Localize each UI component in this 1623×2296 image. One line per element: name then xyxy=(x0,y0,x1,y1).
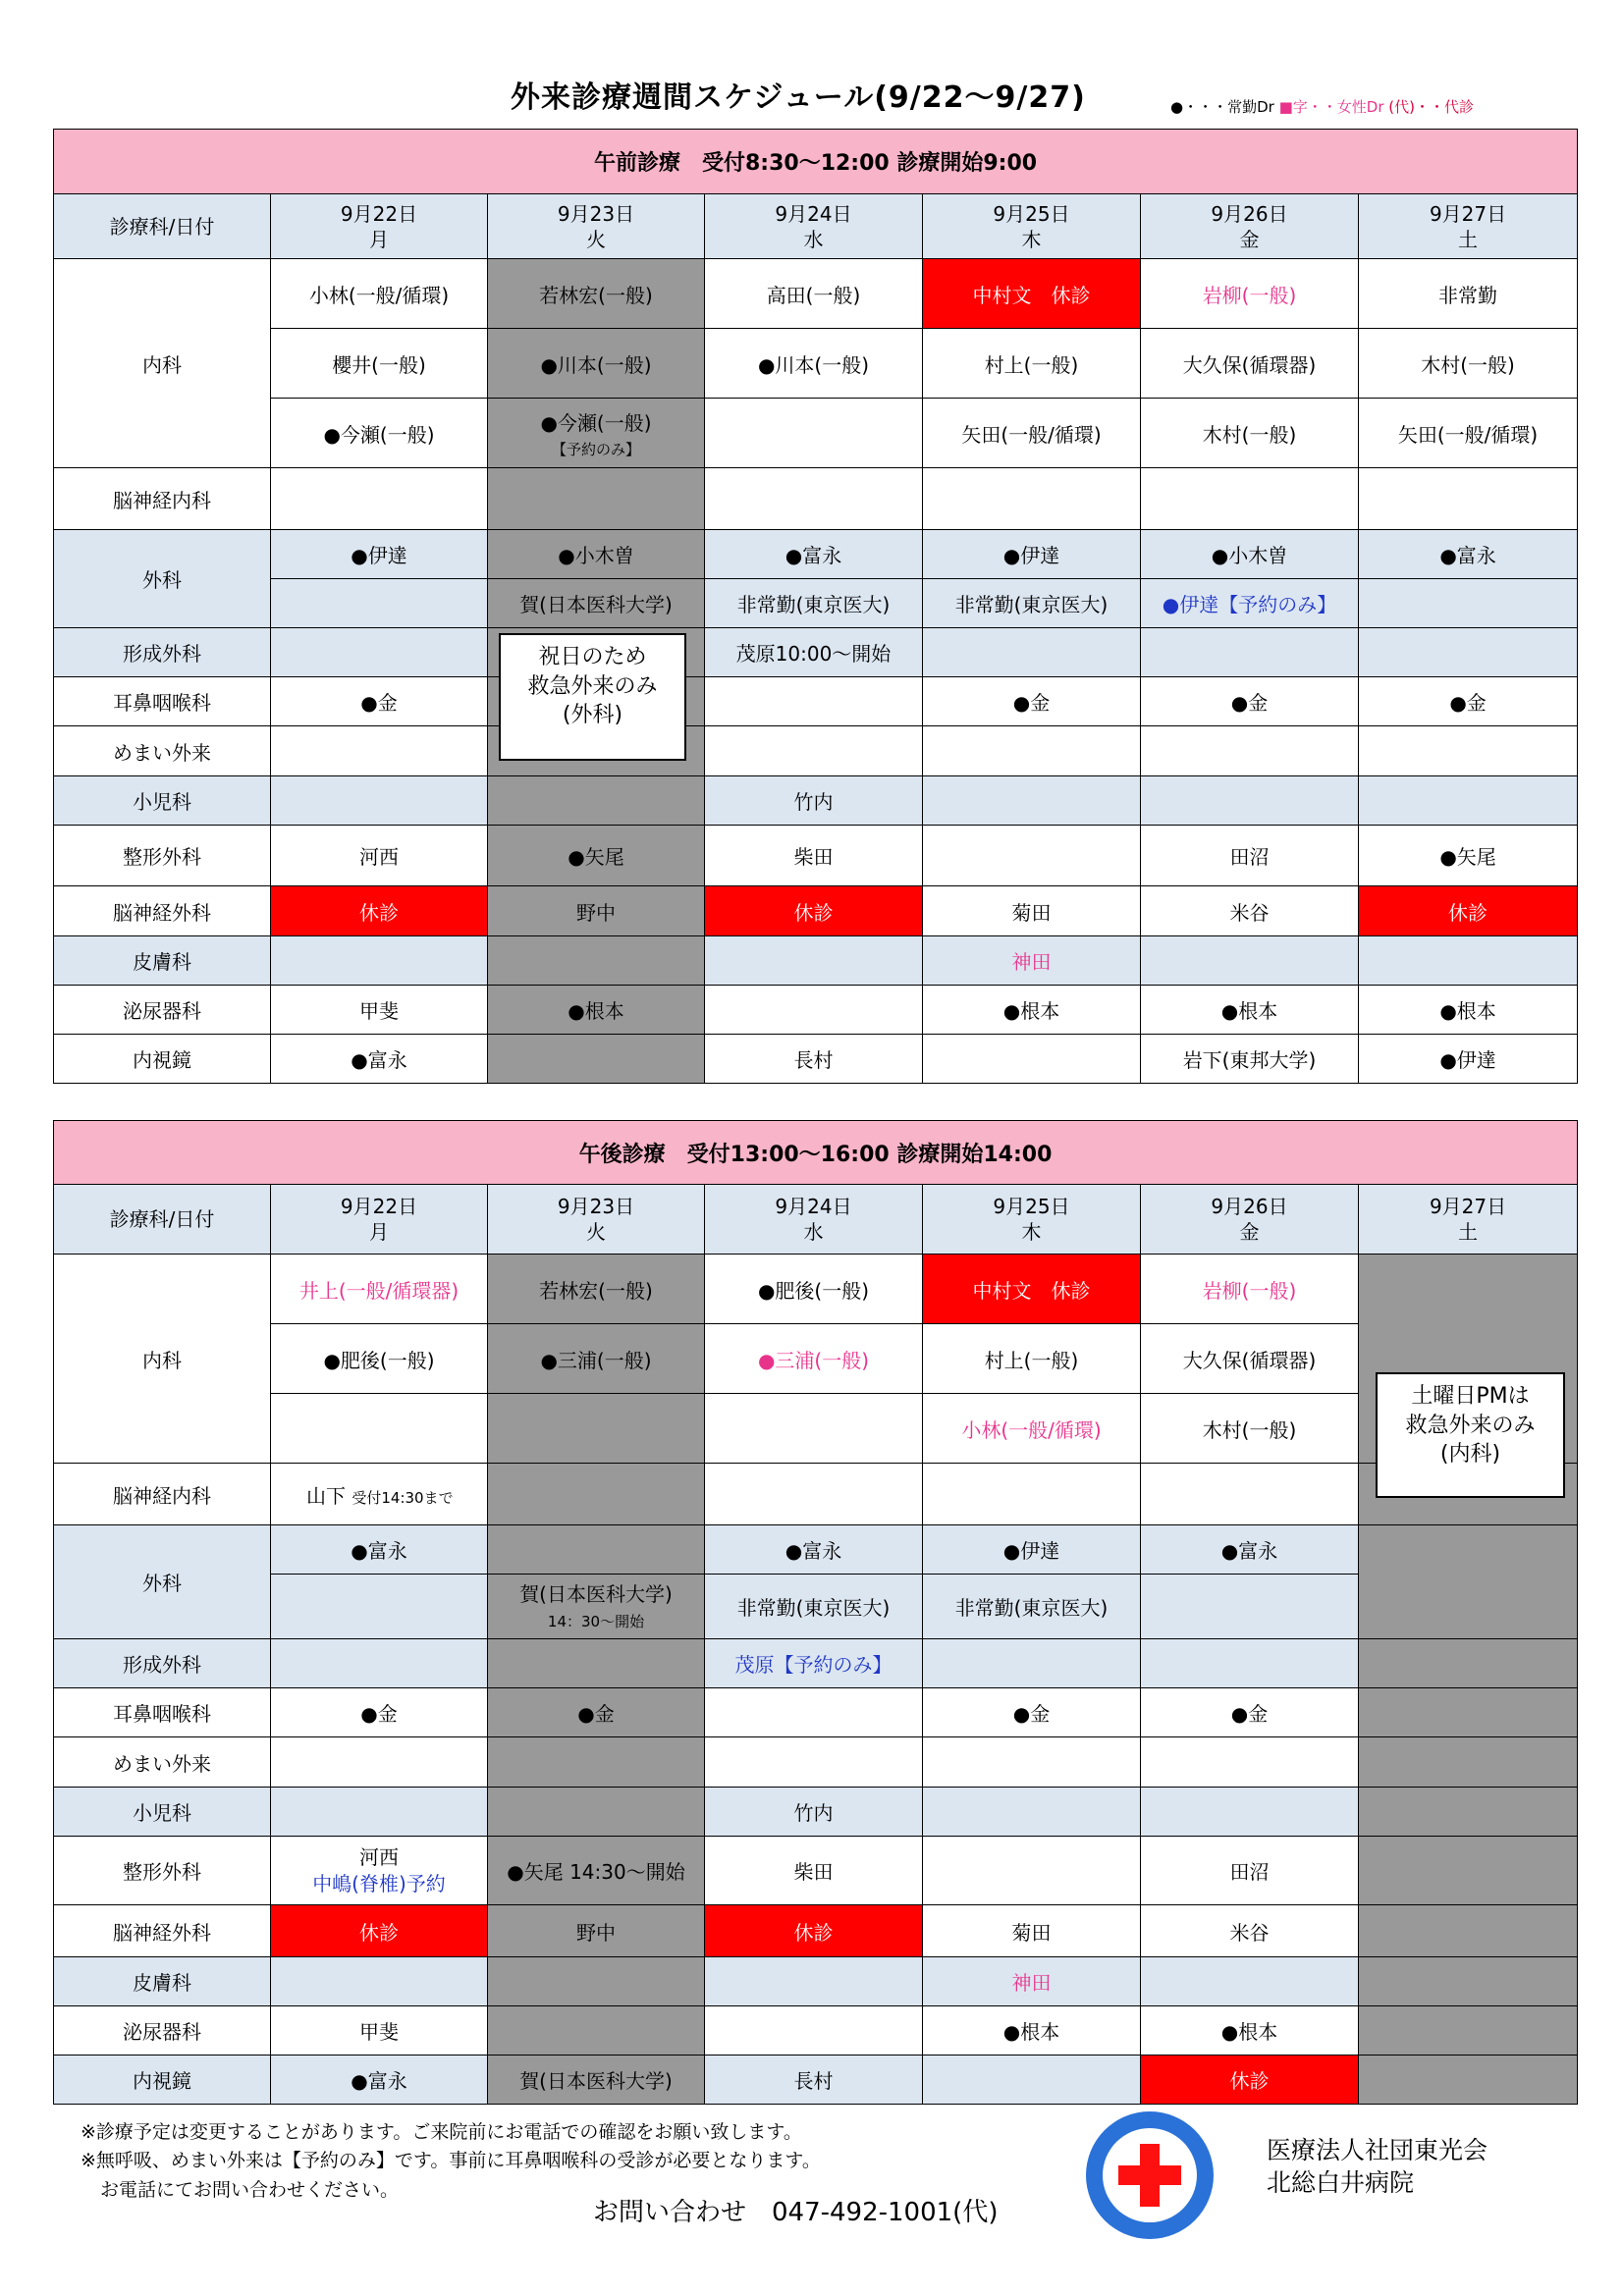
schedule-cell: 木村(一般) xyxy=(1141,1394,1359,1464)
contact-phone: お問い合わせ 047-492-1001(代) xyxy=(593,2198,999,2227)
schedule-cell: ●金 xyxy=(488,1688,705,1737)
schedule-cell xyxy=(923,826,1141,886)
date-header: 9月25日 木 xyxy=(923,194,1141,259)
schedule-cell: ●肥後(一般) xyxy=(705,1255,923,1324)
schedule-cell xyxy=(271,1957,488,2006)
dept-label: めまい外来 xyxy=(54,726,271,776)
schedule-cell xyxy=(1359,936,1578,986)
am-banner: 午前診療 受付8:30〜12:00 診療開始9:00 xyxy=(54,130,1578,194)
schedule-cell xyxy=(923,1035,1141,1084)
schedule-cell: ●小木曽 xyxy=(1141,530,1359,579)
schedule-cell xyxy=(923,468,1141,530)
dept-label: 形成外科 xyxy=(54,628,271,677)
schedule-cell: ●小木曽 xyxy=(488,530,705,579)
schedule-cell: ●矢尾 xyxy=(488,826,705,886)
schedule-cell xyxy=(488,1464,705,1525)
schedule-cell xyxy=(271,1639,488,1688)
dept-label: 脳神経内科 xyxy=(54,468,271,530)
schedule-cell: ●金 xyxy=(923,1688,1141,1737)
schedule-cell: 若林宏(一般) xyxy=(488,259,705,329)
schedule-cell xyxy=(1359,1639,1578,1688)
footer-note: ※診療予定は変更することがあります。ご来院前にお電話での確認をお願い致します。 xyxy=(81,2121,802,2143)
footer-note: ※無呼吸、めまい外来は【予約のみ】です。事前に耳鼻咽喉科の受診が必要となります。 xyxy=(81,2150,821,2172)
schedule-cell: 非常勤(東京医大) xyxy=(705,579,923,628)
schedule-cell: 矢田(一般/循環) xyxy=(1359,399,1578,468)
schedule-cell: 休診 xyxy=(271,1905,488,1957)
schedule-cell xyxy=(488,1035,705,1084)
schedule-cell: ●富永 xyxy=(705,1525,923,1575)
dept-label: 整形外科 xyxy=(54,1837,271,1905)
schedule-cell xyxy=(705,1688,923,1737)
schedule-cell xyxy=(488,1788,705,1837)
schedule-cell: 賀(日本医科大学) xyxy=(488,579,705,628)
schedule-cell xyxy=(271,579,488,628)
schedule-cell xyxy=(1359,2006,1578,2056)
schedule-cell xyxy=(1359,1525,1578,1639)
pm-saturday-note: 土曜日PMは 救急外来のみ (内科) xyxy=(1376,1372,1565,1498)
schedule-cell xyxy=(705,1737,923,1788)
dept-label: 脳神経内科 xyxy=(54,1464,271,1525)
date-header: 9月22日 月 xyxy=(271,1185,488,1255)
schedule-cell: ●伊達【予約のみ】 xyxy=(1141,579,1359,628)
schedule-cell: 岩下(東邦大学) xyxy=(1141,1035,1359,1084)
schedule-cell: 菊田 xyxy=(923,886,1141,936)
schedule-cell: ●伊達 xyxy=(923,1525,1141,1575)
dept-label: 皮膚科 xyxy=(54,1957,271,2006)
schedule-cell: 竹内 xyxy=(705,776,923,826)
date-header: 9月25日 木 xyxy=(923,1185,1141,1255)
schedule-cell: 木村(一般) xyxy=(1359,329,1578,399)
dept-date-label: 診療科/日付 xyxy=(54,194,271,259)
dept-label: 内科 xyxy=(54,1255,271,1464)
schedule-cell: 柴田 xyxy=(705,826,923,886)
dept-label: 泌尿器科 xyxy=(54,986,271,1035)
schedule-cell xyxy=(271,1737,488,1788)
schedule-cell: 休診 xyxy=(1141,2056,1359,2105)
schedule-cell xyxy=(1141,1639,1359,1688)
schedule-cell: 米谷 xyxy=(1141,886,1359,936)
schedule-cell: 田沼 xyxy=(1141,826,1359,886)
schedule-cell xyxy=(1141,776,1359,826)
dept-label: 皮膚科 xyxy=(54,936,271,986)
schedule-cell: 甲斐 xyxy=(271,986,488,1035)
schedule-cell: 茂原【予約のみ】 xyxy=(705,1639,923,1688)
schedule-cell: ●川本(一般) xyxy=(705,329,923,399)
schedule-cell xyxy=(1141,468,1359,530)
schedule-cell: ●金 xyxy=(1359,677,1578,726)
dept-label: 脳神経外科 xyxy=(54,1905,271,1957)
schedule-cell: 賀(日本医科大学) 14：30～開始 xyxy=(488,1575,705,1639)
date-header: 9月23日 火 xyxy=(488,1185,705,1255)
schedule-cell xyxy=(1141,628,1359,677)
schedule-cell: 柴田 xyxy=(705,1837,923,1905)
schedule-cell: ●根本 xyxy=(1141,2006,1359,2056)
schedule-cell xyxy=(923,1837,1141,1905)
footer-note: お電話にてお問い合わせください。 xyxy=(100,2178,400,2201)
dept-label: 脳神経外科 xyxy=(54,886,271,936)
schedule-cell xyxy=(705,677,923,726)
schedule-cell: ●富永 xyxy=(271,1525,488,1575)
schedule-cell: 非常勤 xyxy=(1359,259,1578,329)
schedule-cell: ●伊達 xyxy=(923,530,1141,579)
schedule-cell xyxy=(488,1639,705,1688)
schedule-cell: 若林宏(一般) xyxy=(488,1255,705,1324)
schedule-cell xyxy=(1359,1905,1578,1957)
am-holiday-note: 祝日のため 救急外来のみ (外科) xyxy=(499,633,686,761)
schedule-cell xyxy=(923,1788,1141,1837)
schedule-cell xyxy=(1141,1737,1359,1788)
date-header: 9月26日 金 xyxy=(1141,1185,1359,1255)
schedule-cell: 高田(一般) xyxy=(705,259,923,329)
schedule-cell: 中村文 休診 xyxy=(923,1255,1141,1324)
schedule-cell xyxy=(1359,776,1578,826)
schedule-cell: ●富永 xyxy=(1359,530,1578,579)
schedule-cell: 菊田 xyxy=(923,1905,1141,1957)
schedule-cell: 村上(一般) xyxy=(923,329,1141,399)
schedule-cell: 茂原10:00〜開始 xyxy=(705,628,923,677)
schedule-cell xyxy=(923,628,1141,677)
schedule-cell: 岩柳(一般) xyxy=(1141,1255,1359,1324)
schedule-cell xyxy=(488,936,705,986)
schedule-cell xyxy=(1359,468,1578,530)
schedule-cell xyxy=(271,936,488,986)
schedule-cell: ●肥後(一般) xyxy=(271,1324,488,1394)
dept-label: 整形外科 xyxy=(54,826,271,886)
schedule-cell xyxy=(1359,1957,1578,2006)
schedule-cell xyxy=(271,468,488,530)
schedule-cell xyxy=(923,1464,1141,1525)
schedule-cell: ●今瀬(一般) 【予約のみ】 xyxy=(488,399,705,468)
schedule-cell: ●富永 xyxy=(1141,1525,1359,1575)
schedule-cell: ●根本 xyxy=(488,986,705,1035)
schedule-cell: 田沼 xyxy=(1141,1837,1359,1905)
dept-label: めまい外来 xyxy=(54,1737,271,1788)
schedule-cell xyxy=(705,936,923,986)
legend-substitute: (代)・・代診 xyxy=(1388,98,1474,116)
schedule-cell: ●富永 xyxy=(705,530,923,579)
schedule-cell: 長村 xyxy=(705,2056,923,2105)
schedule-cell xyxy=(705,1394,923,1464)
schedule-cell: ●根本 xyxy=(923,2006,1141,2056)
red-cross-logo-icon xyxy=(1082,2108,1217,2247)
schedule-cell: 休診 xyxy=(705,886,923,936)
schedule-cell: ●金 xyxy=(923,677,1141,726)
schedule-cell: ●富永 xyxy=(271,2056,488,2105)
schedule-cell xyxy=(1141,1788,1359,1837)
dept-label: 外科 xyxy=(54,530,271,628)
schedule-cell: ●伊達 xyxy=(271,530,488,579)
schedule-cell: ●金 xyxy=(1141,1688,1359,1737)
schedule-cell xyxy=(488,2006,705,2056)
am-schedule-table xyxy=(53,129,1578,1084)
dept-label: 泌尿器科 xyxy=(54,2006,271,2056)
dept-label: 形成外科 xyxy=(54,1639,271,1688)
dept-date-label: 診療科/日付 xyxy=(54,1185,271,1255)
schedule-cell xyxy=(271,628,488,677)
date-header: 9月27日 土 xyxy=(1359,194,1578,259)
page-title: 外来診療週間スケジュール(9/22〜9/27) xyxy=(511,80,1086,115)
schedule-cell: 神田 xyxy=(923,936,1141,986)
schedule-cell xyxy=(488,1394,705,1464)
schedule-cell: 岩柳(一般) xyxy=(1141,259,1359,329)
schedule-cell: 木村(一般) xyxy=(1141,399,1359,468)
schedule-cell xyxy=(1359,1788,1578,1837)
schedule-cell: ●伊達 xyxy=(1359,1035,1578,1084)
schedule-cell xyxy=(1359,1737,1578,1788)
schedule-cell xyxy=(1359,1688,1578,1737)
schedule-cell: 矢田(一般/循環) xyxy=(923,399,1141,468)
schedule-cell xyxy=(1359,726,1578,776)
schedule-cell xyxy=(488,776,705,826)
dept-label: 内視鏡 xyxy=(54,1035,271,1084)
dept-label: 耳鼻咽喉科 xyxy=(54,1688,271,1737)
organization-name: 医療法人社団東光会 北総白井病院 xyxy=(1267,2136,1488,2197)
date-header: 9月24日 水 xyxy=(705,194,923,259)
schedule-cell xyxy=(1359,628,1578,677)
schedule-cell: 小林(一般/循環) xyxy=(271,259,488,329)
schedule-cell: ●矢尾 14:30〜開始 xyxy=(488,1837,705,1905)
dept-label: 内視鏡 xyxy=(54,2056,271,2105)
legend xyxy=(1170,96,1474,117)
schedule-cell: 大久保(循環器) xyxy=(1141,329,1359,399)
schedule-cell xyxy=(271,1575,488,1639)
schedule-cell xyxy=(923,776,1141,826)
schedule-cell: 非常勤(東京医大) xyxy=(923,579,1141,628)
schedule-cell xyxy=(271,1394,488,1464)
date-header: 9月23日 火 xyxy=(488,194,705,259)
schedule-cell xyxy=(488,1957,705,2006)
schedule-cell xyxy=(1359,579,1578,628)
schedule-cell xyxy=(488,468,705,530)
schedule-cell xyxy=(488,1525,705,1575)
dept-label: 内科 xyxy=(54,259,271,468)
schedule-cell: ●根本 xyxy=(1359,986,1578,1035)
schedule-cell: 非常勤(東京医大) xyxy=(923,1575,1141,1639)
schedule-cell xyxy=(923,2056,1141,2105)
schedule-cell xyxy=(705,468,923,530)
schedule-cell xyxy=(705,1464,923,1525)
schedule-cell xyxy=(705,399,923,468)
schedule-cell xyxy=(1359,1837,1578,1905)
schedule-cell: ●三浦(一般) xyxy=(705,1324,923,1394)
schedule-cell: 野中 xyxy=(488,1905,705,1957)
schedule-cell: 休診 xyxy=(271,886,488,936)
dept-label: 外科 xyxy=(54,1525,271,1639)
schedule-cell xyxy=(271,1788,488,1837)
schedule-cell: 米谷 xyxy=(1141,1905,1359,1957)
legend-regular: ●・・・常勤Dr xyxy=(1170,98,1274,116)
schedule-cell: 竹内 xyxy=(705,1788,923,1837)
schedule-cell: 神田 xyxy=(923,1957,1141,2006)
schedule-cell: 非常勤(東京医大) xyxy=(705,1575,923,1639)
schedule-cell xyxy=(923,1639,1141,1688)
schedule-cell: 大久保(循環器) xyxy=(1141,1324,1359,1394)
pm-banner: 午後診療 受付13:00〜16:00 診療開始14:00 xyxy=(54,1121,1578,1185)
dept-label: 小児科 xyxy=(54,1788,271,1837)
dept-label: 小児科 xyxy=(54,776,271,826)
schedule-cell xyxy=(1141,1464,1359,1525)
schedule-cell xyxy=(705,726,923,776)
schedule-cell: 甲斐 xyxy=(271,2006,488,2056)
schedule-cell xyxy=(923,1737,1141,1788)
date-header: 9月24日 水 xyxy=(705,1185,923,1255)
schedule-cell xyxy=(705,2006,923,2056)
schedule-cell xyxy=(923,726,1141,776)
schedule-cell: ●今瀬(一般) xyxy=(271,399,488,468)
schedule-cell: 河西 xyxy=(271,826,488,886)
pm-schedule-table xyxy=(53,1120,1578,2105)
schedule-cell: 井上(一般/循環器) xyxy=(271,1255,488,1324)
schedule-cell: 休診 xyxy=(1359,886,1578,936)
schedule-cell: 長村 xyxy=(705,1035,923,1084)
schedule-cell xyxy=(705,986,923,1035)
schedule-cell: ●三浦(一般) xyxy=(488,1324,705,1394)
date-header: 9月22日 月 xyxy=(271,194,488,259)
schedule-cell: 中村文 休診 xyxy=(923,259,1141,329)
schedule-cell: 河西 中嶋(脊椎)予約 xyxy=(271,1837,488,1905)
date-header: 9月26日 金 xyxy=(1141,194,1359,259)
schedule-cell: ●金 xyxy=(1141,677,1359,726)
schedule-cell xyxy=(271,726,488,776)
date-header: 9月27日 土 xyxy=(1359,1185,1578,1255)
schedule-cell: ●金 xyxy=(271,677,488,726)
schedule-cell xyxy=(271,776,488,826)
schedule-cell: 村上(一般) xyxy=(923,1324,1141,1394)
schedule-cell: ●富永 xyxy=(271,1035,488,1084)
schedule-cell xyxy=(1141,936,1359,986)
schedule-cell: ●根本 xyxy=(923,986,1141,1035)
schedule-cell: ●川本(一般) xyxy=(488,329,705,399)
schedule-cell xyxy=(705,1957,923,2006)
schedule-cell xyxy=(1141,1575,1359,1639)
schedule-cell: 山下 受付14:30まで xyxy=(271,1464,488,1525)
schedule-cell: 野中 xyxy=(488,886,705,936)
legend-female: ■字・・女性Dr xyxy=(1278,98,1384,116)
schedule-cell xyxy=(1141,726,1359,776)
schedule-cell: 櫻井(一般) xyxy=(271,329,488,399)
schedule-cell xyxy=(1141,1957,1359,2006)
schedule-cell xyxy=(488,1737,705,1788)
schedule-cell: ●矢尾 xyxy=(1359,826,1578,886)
schedule-cell: 休診 xyxy=(705,1905,923,1957)
schedule-cell xyxy=(1359,2056,1578,2105)
dept-label: 耳鼻咽喉科 xyxy=(54,677,271,726)
schedule-cell: 賀(日本医科大学) xyxy=(488,2056,705,2105)
schedule-cell: ●根本 xyxy=(1141,986,1359,1035)
schedule-cell: ●金 xyxy=(271,1688,488,1737)
schedule-cell: 小林(一般/循環) xyxy=(923,1394,1141,1464)
